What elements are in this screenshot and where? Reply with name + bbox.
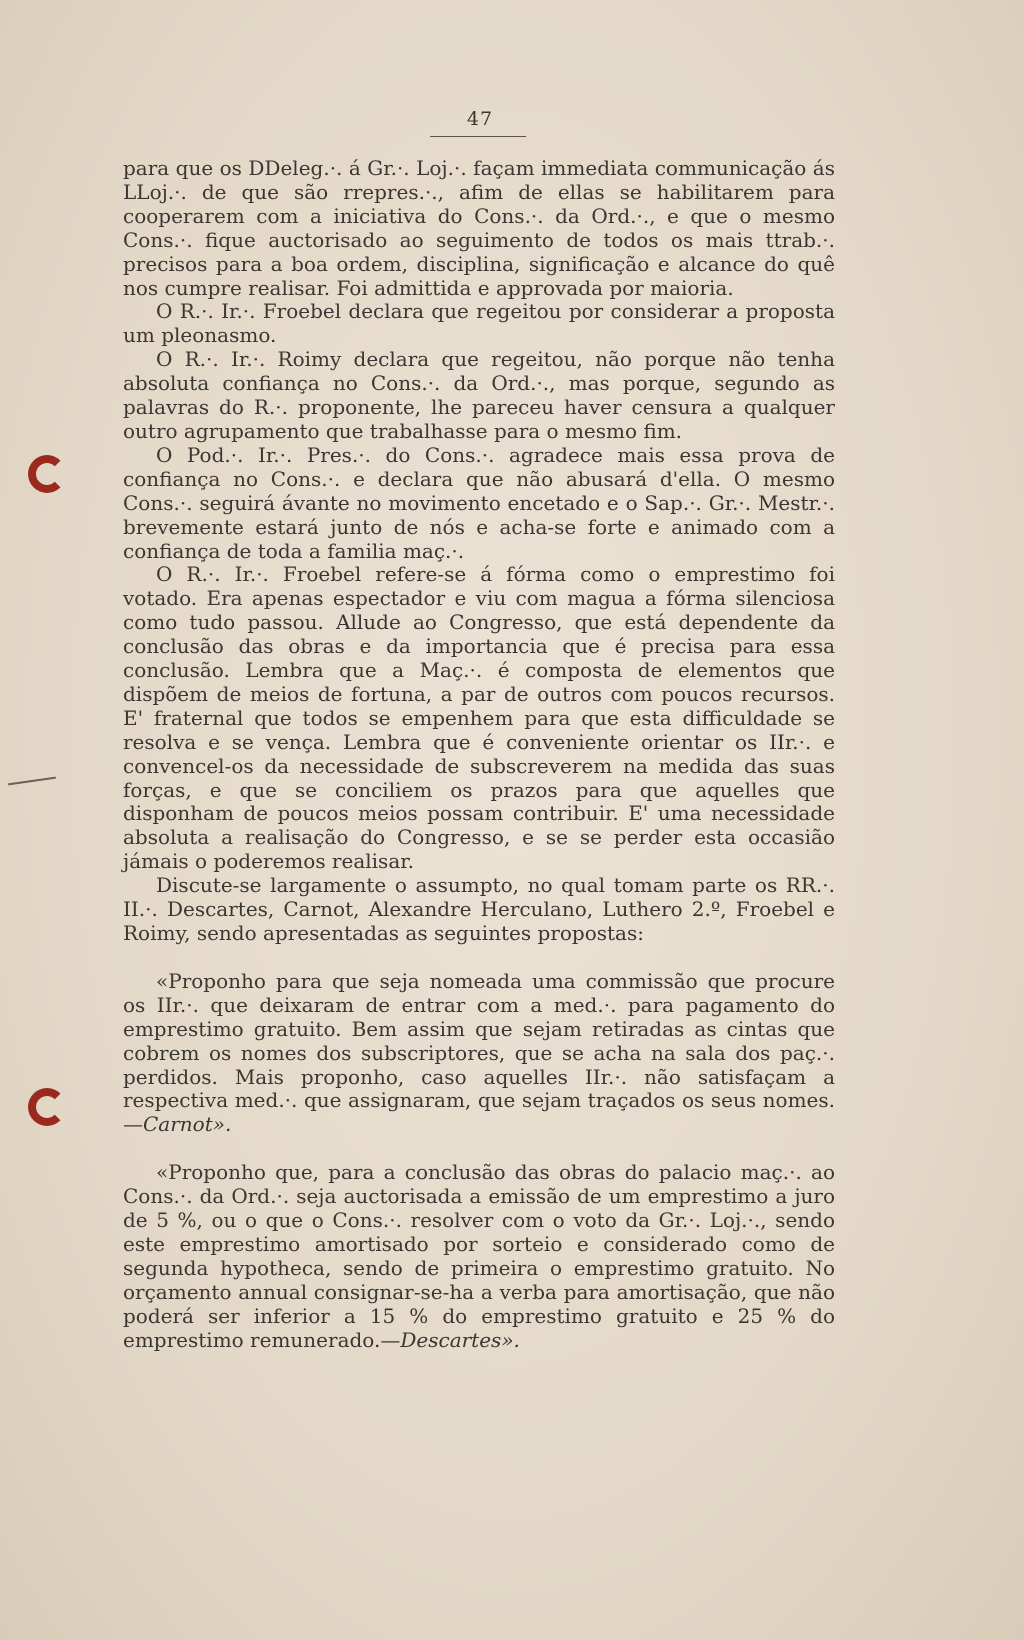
paragraph-pres: O Pod.·. Ir.·. Pres.·. do Cons.·. agradece mais essa prova de confiança no Cons.·. e declara que não abusará d'ella. O mesmo Cons.·. seguirá ávante no movimento encetado e o Sap.·. Gr.·. Mestr.·. brevemente estará junto de nós e acha-se forte e animado com a confiança de toda a familia maç.·. [123, 442, 835, 563]
page-body-text [123, 157, 835, 1353]
paragraph-froebel-1: O R.·. Ir.·. Froebel declara que regeitou por considerar a proposta um pleonasmo. [123, 299, 835, 348]
page-number-rule [430, 136, 526, 137]
margin-scratch [8, 777, 56, 786]
proposal-descartes-signature: Descartes». [400, 1327, 520, 1352]
proposal-descartes [123, 1161, 835, 1352]
paragraph-froebel-2: O R.·. Ir.·. Froebel refere-se á fórma como o emprestimo foi votado. Era apenas espectador e viu com magua a fórma silenciosa como tudo passou. Allude ao Congresso, que está dependente da conclusão das obras e da importancia que é precisa para essa conclusão. Lembra que a Maç.·. é composta de elementos que dispõem de meios de fortuna, a par de outros com poucos recursos. E' fraternal que todos se empenhem para que esta difficuldade se resolva e se vença. Lembra que é conveniente orientar os IIr.·. e convencel-os da necessidade de subscreverem na medida das suas forças, e que se conciliem os prazos para que aquelles que disponham de poucos meios possam contribuir. E' uma necessidade absoluta a realisação do Congresso, e se se perder esta occasião jámais o poderemos realisar. [123, 562, 835, 874]
page-number: 47 [466, 108, 494, 130]
red-margin-mark [28, 455, 66, 493]
paragraph-continuation: para que os DDeleg.·. á Gr.·. Loj.·. façam immediata communicação ás LLoj.·. de que são rrepres.·., afim de ellas se habilitarem para cooperarem com a iniciativa do Cons.·. da Ord.·., e que o mesmo Cons.·. fique auctorisado ao seguimento de todos os mais ttrab.·. precisos para a boa ordem, disciplina, significação e alcance do quê nos cumpre realisar. Foi admittida e approvada por maioria. [123, 156, 835, 300]
proposal-carnot-signature: Carnot». [143, 1112, 232, 1137]
proposal-carnot [123, 970, 835, 1137]
red-margin-mark [28, 1088, 66, 1126]
paragraph-roimy: O R.·. Ir.·. Roimy declara que regeitou, não porque não tenha absoluta confiança no Cons.·. da Ord.·., mas porque, segundo as palavras do R.·. proponente, lhe pareceu haver censura a qualquer outro agrupamento que trabalhasse para o mesmo fim. [123, 347, 835, 443]
proposal-carnot-text: «Proponho para que seja nomeada uma commissão que procure os IIr.·. que deixaram de entrar com a med.·. para pagamento do emprestimo gratuito. Bem assim que sejam retiradas as cintas que cobrem os nomes dos subscriptores, que se acha na sala dos paç.·. perdidos. Mais proponho, caso aquelles IIr.·. não satisfaçam a respectiva med.·. que assignaram, que sejam traçados os seus nomes.— [123, 968, 835, 1137]
paragraph-discussion: Discute-se largamente o assumpto, no qual tomam parte os RR.·. II.·. Descartes, Carnot, Alexandre Herculano, Luthero 2.º, Froebel e Roimy, sendo apresentadas as seguintes propostas: [123, 873, 835, 945]
proposal-descartes-text: «Proponho que, para a conclusão das obras do palacio maç.·. ao Cons.·. da Ord.·. seja auctorisada a emissão de um emprestimo a juro de 5 %, ou o que o Cons.·. resolver com o voto da Gr.·. Loj.·., sendo este emprestimo amortisado por sorteio e considerado como de segunda hypotheca, sendo de primeira o emprestimo gratuito. No orçamento annual consignar-se-ha a verba para amortisação, que não poderá ser inferior a 15 % do emprestimo gratuito e 25 % do emprestimo remunerado.— [123, 1160, 835, 1352]
